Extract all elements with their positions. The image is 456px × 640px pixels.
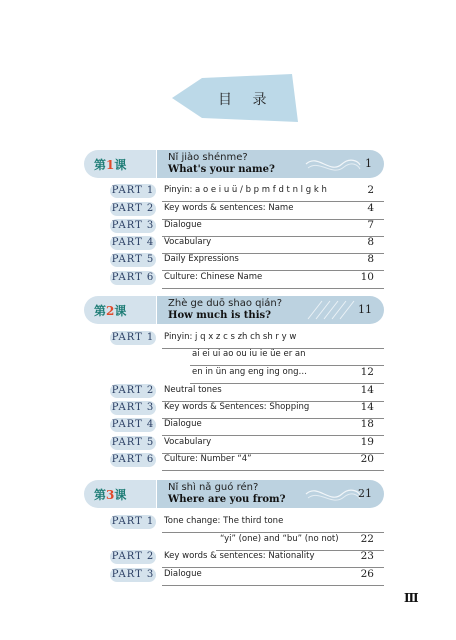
lesson-label: 第1课 bbox=[94, 158, 127, 172]
toc-underline bbox=[162, 470, 384, 471]
toc-entry: Key words & sentences: Nationality bbox=[164, 551, 315, 561]
swirl-decoration-icon bbox=[304, 153, 362, 175]
lesson-header-2[interactable] bbox=[84, 296, 384, 324]
toc-page: 4 bbox=[367, 202, 374, 214]
toc-page: 8 bbox=[367, 253, 374, 265]
toc-row[interactable] bbox=[110, 550, 384, 566]
toc-row[interactable] bbox=[110, 384, 384, 400]
lesson-label: 第3课 bbox=[94, 488, 127, 502]
toc-page: 7 bbox=[367, 219, 374, 231]
toc-page: 14 bbox=[360, 384, 374, 396]
lesson-pinyin: Zhè ge duō shao qián? bbox=[168, 298, 283, 309]
toc-row[interactable] bbox=[110, 453, 384, 469]
lesson-pinyin: Nǐ jiào shénme? bbox=[168, 152, 248, 163]
part-badge: PART 1 bbox=[111, 516, 155, 527]
lesson-page: 1 bbox=[365, 157, 372, 170]
toc-row[interactable] bbox=[110, 568, 384, 584]
lesson-pinyin: Nǐ shì nǎ guó rén? bbox=[168, 482, 259, 493]
toc-entry: Key words & Sentences: Shopping bbox=[164, 402, 310, 412]
page-title: 目 录 bbox=[218, 92, 275, 108]
part-badge: PART 4 bbox=[111, 419, 155, 430]
toc-entry: Vocabulary bbox=[164, 237, 212, 247]
toc-entry: Key words & sentences: Name bbox=[164, 203, 294, 213]
toc-row[interactable] bbox=[110, 436, 384, 452]
toc-entry: Culture: Chinese Name bbox=[164, 272, 263, 282]
lesson-header-3[interactable] bbox=[84, 480, 384, 508]
part-badge: PART 5 bbox=[111, 254, 155, 265]
toc-entry: Pinyin: a o e i u ü / b p m f d t n l g k h bbox=[164, 185, 327, 195]
lesson-english: What's your name? bbox=[168, 164, 275, 175]
toc-row[interactable] bbox=[110, 533, 384, 549]
toc-row[interactable] bbox=[110, 348, 384, 364]
toc-page: 10 bbox=[360, 271, 374, 283]
toc-page: 23 bbox=[360, 550, 374, 562]
toc-entry: Pinyin: j q x z c s zh ch sh r y w bbox=[164, 332, 297, 342]
toc-underline bbox=[162, 585, 384, 586]
toc-row[interactable] bbox=[110, 202, 384, 218]
toc-row[interactable] bbox=[110, 366, 384, 382]
part-badge: PART 3 bbox=[111, 220, 155, 231]
toc-page: 12 bbox=[360, 366, 374, 378]
toc-page: 22 bbox=[360, 533, 374, 545]
toc-row[interactable] bbox=[110, 219, 384, 235]
toc-entry: Neutral tones bbox=[164, 385, 222, 395]
toc-page: 18 bbox=[360, 418, 374, 430]
lesson-english: Where are you from? bbox=[168, 494, 286, 505]
toc-entry: Daily Expressions bbox=[164, 254, 239, 264]
part-badge: PART 1 bbox=[111, 332, 155, 343]
toc-row[interactable] bbox=[110, 401, 384, 417]
toc-page: 2 bbox=[367, 184, 374, 196]
toc-entry: “yi” (one) and “bu” (no not) bbox=[220, 534, 339, 544]
toc-entry: Dialogue bbox=[164, 220, 202, 230]
part-badge: PART 6 bbox=[111, 454, 155, 465]
part-badge: PART 3 bbox=[111, 569, 155, 580]
toc-row[interactable] bbox=[110, 184, 384, 200]
part-badge: PART 2 bbox=[111, 551, 155, 562]
toc-page: 26 bbox=[360, 568, 374, 580]
swirl-decoration-icon bbox=[304, 483, 362, 505]
toc-row[interactable] bbox=[110, 271, 384, 287]
lesson-header-1[interactable] bbox=[84, 150, 384, 178]
part-badge: PART 5 bbox=[111, 437, 155, 448]
toc-page: 14 bbox=[360, 401, 374, 413]
lesson-label: 第2课 bbox=[94, 304, 127, 318]
toc-page: 19 bbox=[360, 436, 374, 448]
lesson-english: How much is this? bbox=[168, 310, 271, 321]
page-number: Ⅲ bbox=[404, 591, 419, 605]
toc-underline bbox=[162, 288, 384, 289]
part-badge: PART 2 bbox=[111, 385, 155, 396]
part-badge: PART 4 bbox=[111, 237, 155, 248]
toc-entry: Vocabulary bbox=[164, 437, 212, 447]
part-badge: PART 2 bbox=[111, 203, 155, 214]
toc-row[interactable] bbox=[110, 331, 384, 347]
toc-page: 8 bbox=[367, 236, 374, 248]
toc-entry: Dialogue bbox=[164, 419, 202, 429]
lesson-page: 21 bbox=[358, 487, 372, 500]
toc-entry: en in ün ang eng ing ong… bbox=[192, 367, 307, 377]
toc-row[interactable] bbox=[110, 253, 384, 269]
toc-row[interactable] bbox=[110, 236, 384, 252]
toc-entry: Dialogue bbox=[164, 569, 202, 579]
part-badge: PART 3 bbox=[111, 402, 155, 413]
toc-row[interactable] bbox=[110, 515, 384, 531]
stripe-decoration-icon bbox=[304, 299, 362, 321]
toc-entry: ai ei ui ao ou iu ie üe er an bbox=[192, 349, 306, 359]
toc-row[interactable] bbox=[110, 418, 384, 434]
part-badge: PART 6 bbox=[111, 272, 155, 283]
lesson-page: 11 bbox=[358, 303, 372, 316]
part-badge: PART 1 bbox=[111, 185, 155, 196]
toc-entry: Tone change: The third tone bbox=[164, 516, 284, 526]
toc-page: 20 bbox=[360, 453, 374, 465]
toc-entry: Culture: Number “4” bbox=[164, 454, 252, 464]
